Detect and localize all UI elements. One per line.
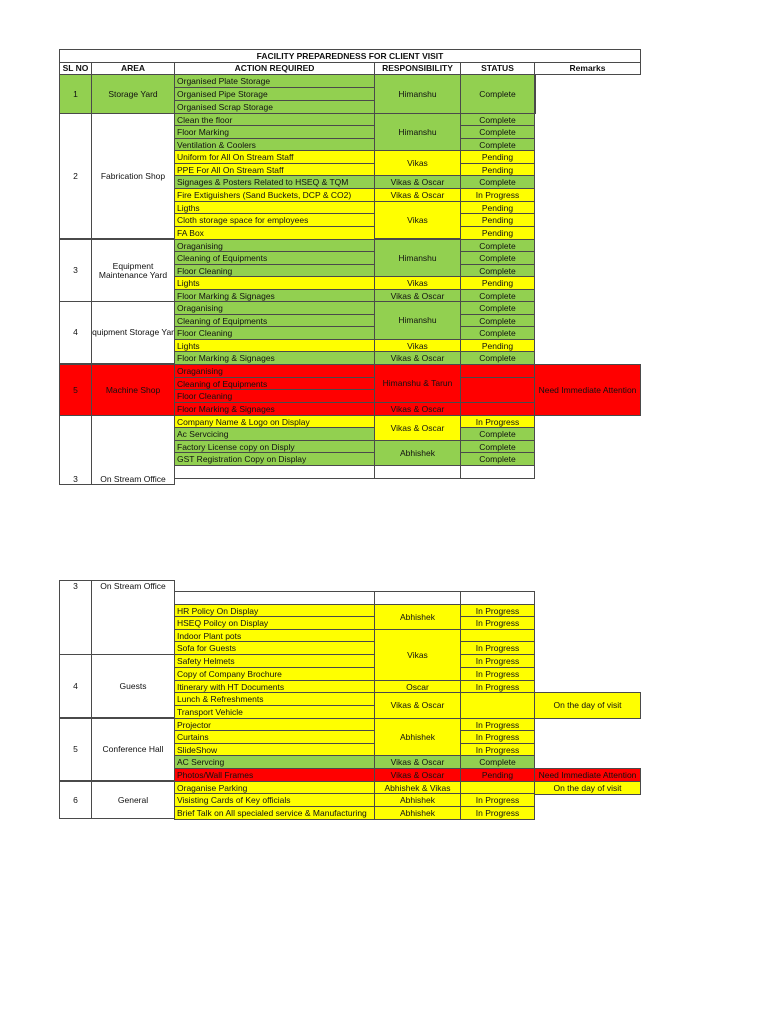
action-cell: Indoor Plant pots [174, 629, 375, 643]
status-cell: Complete [460, 125, 535, 139]
action-cell [174, 591, 375, 605]
action-cell: Floor Cleaning [174, 264, 375, 278]
responsibility-cell [374, 591, 461, 605]
action-cell: Oraganising [174, 301, 375, 315]
responsibility-cell: Vikas [374, 150, 461, 176]
status-cell: Pending [460, 150, 535, 164]
status-cell: Complete [460, 74, 535, 114]
responsibility-cell: Abhishek [374, 718, 461, 756]
responsibility-cell: Abhishek & Vikas [374, 781, 461, 795]
responsibility-cell: Abhishek [374, 806, 461, 820]
sl-no-cell: 4 [59, 301, 92, 364]
action-cell: SlideShow [174, 743, 375, 757]
action-cell: Ac Servcicing [174, 427, 375, 441]
action-cell: Floor Marking [174, 125, 375, 139]
responsibility-cell: Vikas & Oscar [374, 692, 461, 719]
responsibility-cell: Himanshu [374, 239, 461, 277]
responsibility-cell: Vikas & Oscar [374, 768, 461, 782]
action-cell: Curtains [174, 730, 375, 744]
responsibility-cell: Abhishek [374, 604, 461, 630]
action-cell: Copy of Company Brochure [174, 667, 375, 681]
action-cell: AC Servcing [174, 755, 375, 769]
status-cell: Pending [460, 339, 535, 353]
responsibility-cell: Vikas & Oscar [374, 351, 461, 365]
responsibility-cell: Abhishek [374, 793, 461, 807]
action-cell: Photos/Wall Frames [174, 768, 375, 782]
header-status: STATUS [460, 62, 535, 75]
remarks-cell: On the day of visit [534, 781, 641, 795]
status-cell: Pending [460, 226, 535, 240]
header-responsibility: RESPONSIBILITY [374, 62, 461, 75]
header-sl-no: SL NO [59, 62, 92, 75]
action-cell: Ligths [174, 201, 375, 215]
action-cell: Floor Cleaning [174, 389, 375, 403]
status-cell: Pending [460, 163, 535, 177]
action-cell: Cleaning of Equipments [174, 377, 375, 391]
action-cell: HR Policy On Display [174, 604, 375, 618]
action-cell: PPE For All On Stream Staff [174, 163, 375, 177]
action-cell: Oraganising [174, 364, 375, 378]
sl-no-cell: 1 [59, 74, 92, 114]
action-cell: Floor Marking & Signages [174, 351, 375, 365]
status-cell: Complete [460, 301, 535, 315]
action-cell: Oraganise Parking [174, 781, 375, 795]
action-cell: Safety Helmets [174, 654, 375, 668]
status-cell: In Progress [460, 680, 535, 694]
sl-no-cell: 5 [59, 718, 92, 781]
action-cell: Floor Marking & Signages [174, 402, 375, 416]
action-cell: Signages & Posters Related to HSEQ & TQM [174, 175, 375, 189]
action-cell: Transport Vehicle [174, 705, 375, 719]
status-cell: In Progress [460, 806, 535, 820]
action-cell: Visisting Cards of Key officials [174, 793, 375, 807]
status-cell: In Progress [460, 667, 535, 681]
action-cell: HSEQ Poilcy on Display [174, 616, 375, 630]
responsibility-cell: Vikas & Oscar [374, 402, 461, 416]
status-cell: In Progress [460, 415, 535, 429]
action-cell: Cleaning of Equipments [174, 251, 375, 265]
sl-no-cell: 3 [59, 239, 92, 302]
area-cell: Equipment Maintenance Yard [91, 239, 175, 302]
status-cell: In Progress [460, 793, 535, 807]
remarks-cell: On the day of visit [534, 692, 641, 719]
action-cell: Itinerary with HT Documents [174, 680, 375, 694]
status-cell: In Progress [460, 743, 535, 757]
status-cell: In Progress [460, 641, 535, 655]
remarks-cell: Need Immediate Attention [534, 768, 641, 782]
area-cell: Storage Yard [91, 74, 175, 114]
responsibility-cell: Oscar [374, 680, 461, 694]
status-cell: Complete [460, 138, 535, 152]
responsibility-cell: Himanshu [374, 74, 461, 114]
responsibility-cell: Vikas [374, 339, 461, 353]
area-cell: quipment Storage Yar [91, 301, 175, 364]
action-cell: Clean the floor [174, 113, 375, 127]
action-cell: Oraganising [174, 239, 375, 253]
action-cell: Projector [174, 718, 375, 732]
responsibility-cell: Abhishek [374, 440, 461, 466]
status-cell: In Progress [460, 604, 535, 618]
action-cell: Organised Pipe Storage [174, 87, 375, 101]
responsibility-cell: Vikas & Oscar [374, 188, 461, 202]
status-cell: Complete [460, 239, 535, 253]
action-cell: Company Name & Logo on Display [174, 415, 375, 429]
status-cell: Complete [460, 326, 535, 340]
status-cell: Complete [460, 289, 535, 303]
action-cell: Organised Plate Storage [174, 74, 375, 88]
sl-no-cell: 4 [59, 654, 92, 718]
responsibility-cell: Vikas [374, 201, 461, 239]
status-cell: Complete [460, 175, 535, 189]
status-cell [460, 692, 535, 719]
area-cell: Fabrication Shop [91, 113, 175, 239]
action-cell: GST Registration Copy on Display [174, 452, 375, 466]
action-cell: Uniform for All On Stream Staff [174, 150, 375, 164]
area-cell: Conference Hall [91, 718, 175, 781]
status-cell: Complete [460, 264, 535, 278]
status-cell: In Progress [460, 730, 535, 744]
status-cell: In Progress [460, 654, 535, 668]
responsibility-cell: Himanshu & Tarun [374, 364, 461, 403]
header-action-required: ACTION REQUIRED [174, 62, 375, 75]
status-cell: Complete [460, 755, 535, 769]
responsibility-cell: Himanshu [374, 301, 461, 340]
sl-no-cell: 3 [59, 580, 92, 655]
responsibility-cell: Vikas & Oscar [374, 289, 461, 303]
action-cell: Lights [174, 339, 375, 353]
responsibility-cell: Himanshu [374, 113, 461, 151]
responsibility-cell: Vikas & Oscar [374, 755, 461, 769]
status-cell: Complete [460, 427, 535, 441]
sl-no-cell: 2 [59, 113, 92, 239]
remarks-cell: Need Immediate Attention [534, 364, 641, 416]
action-cell: Organised Scrap Storage [174, 100, 375, 114]
area-cell: Guests [91, 654, 175, 718]
action-cell: Factory License copy on Disply [174, 440, 375, 454]
status-cell: Complete [460, 113, 535, 127]
status-cell: In Progress [460, 718, 535, 732]
status-cell: In Progress [460, 188, 535, 202]
action-cell: Cleaning of Equipments [174, 314, 375, 328]
status-cell: Complete [460, 452, 535, 466]
sl-no-cell: 5 [59, 364, 92, 416]
status-cell: In Progress [460, 616, 535, 630]
responsibility-cell: Vikas & Oscar [374, 415, 461, 441]
status-cell [460, 591, 535, 605]
status-cell: Complete [460, 440, 535, 454]
status-cell: Pending [460, 276, 535, 290]
action-cell: Lunch & Refreshments [174, 692, 375, 706]
sheet-title: FACILITY PREPAREDNESS FOR CLIENT VISIT [59, 49, 641, 63]
area-cell: On Stream Office [91, 580, 175, 655]
status-cell: Pending [460, 201, 535, 215]
status-cell: Complete [460, 251, 535, 265]
status-cell: Complete [460, 351, 535, 365]
area-cell: On Stream Office [91, 415, 175, 485]
action-cell: Floor Cleaning [174, 326, 375, 340]
action-cell: Sofa for Guests [174, 641, 375, 655]
action-cell: FA Box [174, 226, 375, 240]
status-cell: Complete [460, 314, 535, 328]
area-cell: General [91, 781, 175, 819]
action-cell: Brief Talk on All specialed service & Manufacturing [174, 806, 375, 820]
action-cell: Cloth storage space for employees [174, 213, 375, 227]
area-cell: Machine Shop [91, 364, 175, 416]
status-cell: Pending [460, 213, 535, 227]
action-cell: Fire Extiguishers (Sand Buckets, DCP & CO2) [174, 188, 375, 202]
responsibility-cell: Vikas [374, 276, 461, 290]
header-area: AREA [91, 62, 175, 75]
responsibility-cell: Vikas [374, 629, 461, 681]
action-cell: Lights [174, 276, 375, 290]
action-cell: Floor Marking & Signages [174, 289, 375, 303]
status-cell: Pending [460, 768, 535, 782]
header-remarks: Remarks [534, 62, 641, 75]
sl-no-cell: 3 [59, 415, 92, 485]
action-cell: Ventilation & Coolers [174, 138, 375, 152]
sl-no-cell: 6 [59, 781, 92, 819]
responsibility-cell: Vikas & Oscar [374, 175, 461, 189]
spreadsheet-page-2 [0, 581, 768, 831]
